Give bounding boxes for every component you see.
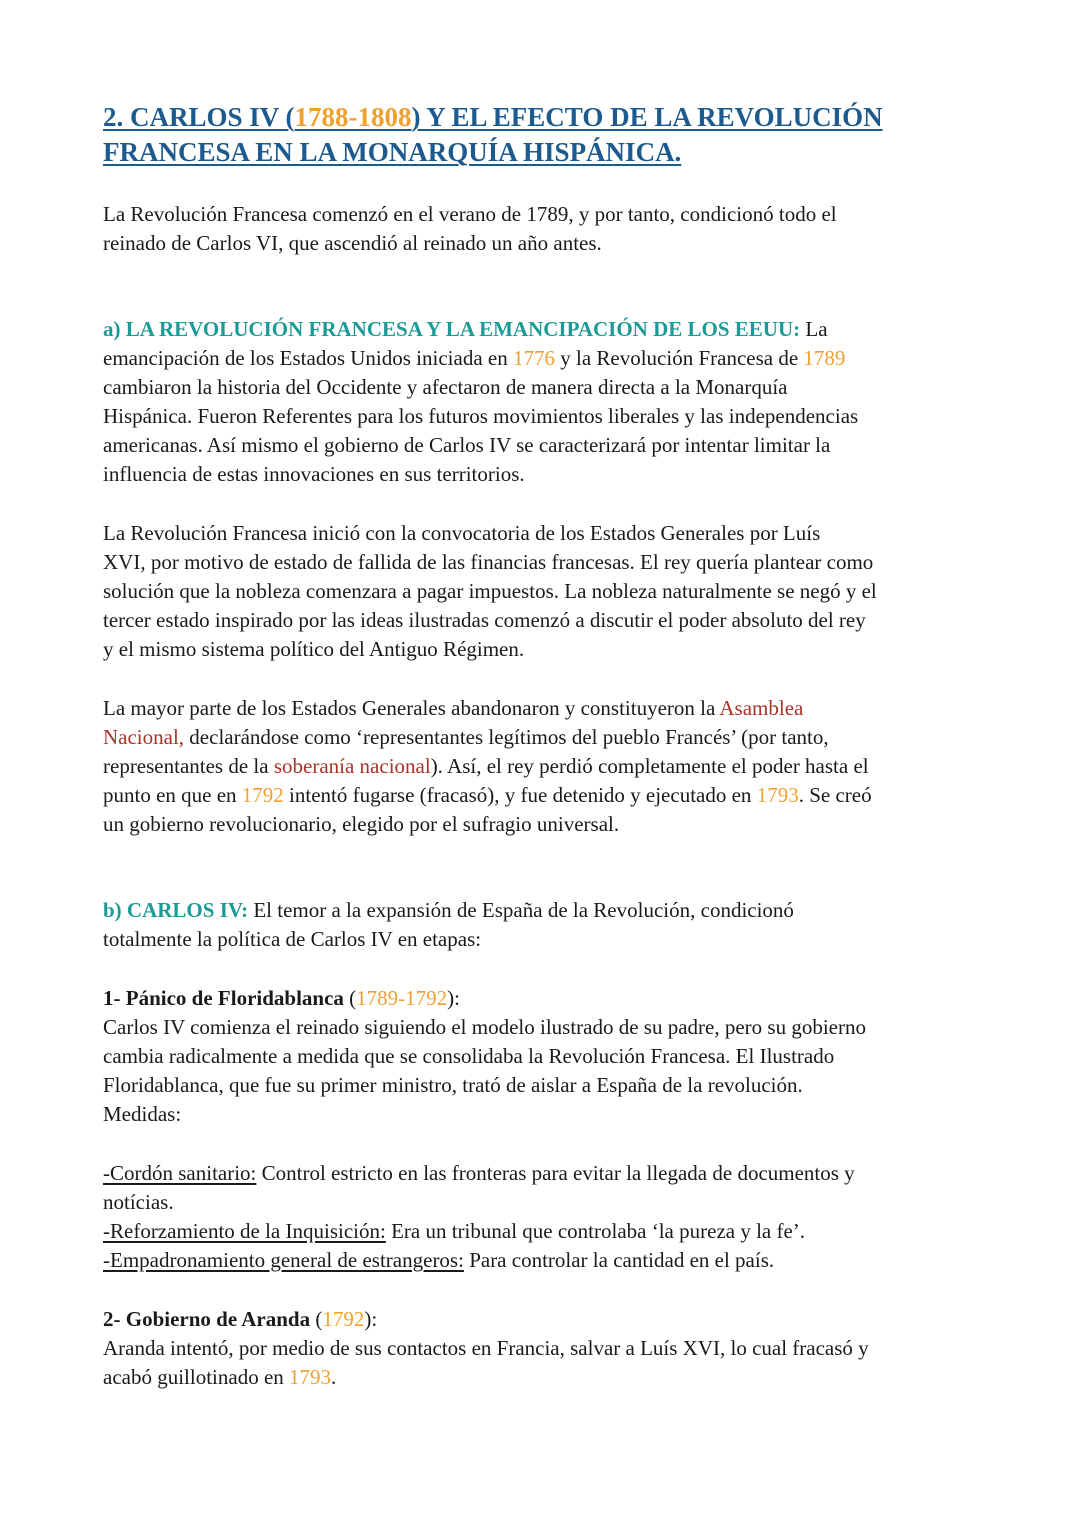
year-1793-b: 1793: [289, 1365, 332, 1389]
text-span: Carlos IV comienza el reinado siguiendo el modelo ilustrado de su padre, pero su gobierno: [103, 1015, 866, 1039]
measure-text: Para controlar la cantidad en el país.: [463, 1248, 775, 1272]
stage-2-year: 1792: [322, 1307, 365, 1331]
text-span: solución que la nobleza comenzara a pagar impuestos. La nobleza naturalmente se negó y el: [103, 579, 877, 603]
text-span: Hispánica. Fueron Referentes para los futuros movimientos liberales y las independencias: [103, 404, 859, 428]
text-span: Aranda intentó, por medio de sus contactos en Francia, salvar a Luís XVI, lo cual fracasó y: [103, 1336, 869, 1360]
stage-2-heading: 2- Gobierno de Aranda: [103, 1307, 311, 1331]
estados-generales-paragraph: [103, 519, 983, 664]
measure-term: -Cordón sanitario:: [103, 1161, 257, 1185]
text-span: La mayor parte de los Estados Generales abandonaron y constituyeron la: [103, 696, 720, 720]
document-page: [103, 100, 983, 1392]
year-1793: 1793: [756, 783, 799, 807]
intro-line: La Revolución Francesa comenzó en el verano de 1789, y por tanto, condicionó todo el: [103, 202, 837, 226]
text-span: totalmente la política de Carlos IV en etapas:: [103, 927, 482, 951]
text-span: un gobierno revolucionario, elegido por el sufragio universal.: [103, 812, 620, 836]
year-1789: 1789: [803, 346, 846, 370]
text-span: ):: [364, 1307, 378, 1331]
asamblea-paragraph: [103, 694, 983, 839]
text-span: Medidas:: [103, 1102, 182, 1126]
title-line2: FRANCESA EN LA MONARQUÍA HISPÁNICA.: [103, 137, 682, 167]
stage-1-paragraph: [103, 984, 983, 1129]
measure-term: -Empadronamiento general de estrangeros:: [103, 1248, 464, 1272]
measures-list: [103, 1159, 983, 1275]
text-span: declarándose como ‘representantes legítimos del pueblo Francés’ (por tanto,: [184, 725, 829, 749]
text-span: influencia de estas innovaciones en sus territorios.: [103, 462, 525, 486]
measure-term: -Reforzamiento de la Inquisición:: [103, 1219, 386, 1243]
text-span: . Se creó: [798, 783, 872, 807]
measure-text: Era un tribunal que controlaba ‘la pureza y la fe’.: [385, 1219, 806, 1243]
year-1792: 1792: [241, 783, 284, 807]
measure-text: Control estricto en las fronteras para evitar la llegada de documentos y: [256, 1161, 855, 1185]
text-span: tercer estado inspirado por las ideas ilustradas comenzó a discutir el poder absoluto del rey: [103, 608, 866, 632]
text-span: emancipación de los Estados Unidos iniciada en: [103, 346, 513, 370]
year-1776: 1776: [512, 346, 555, 370]
text-span: XVI, por motivo de estado de fallida de las financias francesas. El rey quería plantear como: [103, 550, 874, 574]
text-span: El temor a la expansión de España de la Revolución, condicionó: [248, 898, 794, 922]
text-span: (: [310, 1307, 323, 1331]
measure-text: notícias.: [103, 1190, 174, 1214]
term-asamblea: Asamblea: [719, 696, 804, 720]
title-years: 1788-1808: [294, 102, 412, 132]
text-span: La: [800, 317, 828, 341]
title-prefix: 2. CARLOS IV (: [103, 102, 295, 132]
text-span: cambia radicalmente a medida que se consolidaba la Revolución Francesa. El Ilustrado: [103, 1044, 835, 1068]
intro-line: reinado de Carlos VI, que ascendió al reinado un año antes.: [103, 231, 602, 255]
section-b-heading: b) CARLOS IV:: [103, 898, 249, 922]
section-a-paragraph: [103, 315, 983, 489]
text-span: (: [343, 986, 357, 1010]
intro-paragraph: [103, 200, 983, 258]
text-span: ):: [447, 986, 460, 1010]
text-span: Floridablanca, que fue su primer ministro, trató de aislar a España de la revolución.: [103, 1073, 803, 1097]
text-span: cambiaron la historia del Occidente y afectaron de manera directa a la Monarquía: [103, 375, 788, 399]
text-span: intentó fugarse (fracasó), y fue detenido y ejecutado en: [283, 783, 757, 807]
page-title: [103, 100, 983, 170]
section-b-paragraph: [103, 896, 983, 954]
text-span: y la Revolución Francesa de: [554, 346, 804, 370]
text-span: y el mismo sistema político del Antiguo Régimen.: [103, 637, 525, 661]
stage-1-heading: 1- Pánico de Floridablanca: [103, 986, 344, 1010]
section-a-heading: a) LA REVOLUCIÓN FRANCESA Y LA EMANCIPACIÓN DE LOS EEUU:: [103, 317, 801, 341]
text-span: punto en que en: [103, 783, 242, 807]
text-span: .: [331, 1365, 337, 1389]
term-nacional: Nacional,: [103, 725, 185, 749]
text-span: La Revolución Francesa inició con la convocatoria de los Estados Generales por Luís: [103, 521, 821, 545]
title-suffix: ) Y EL EFECTO DE LA REVOLUCIÓN: [411, 102, 883, 132]
stage-1-years: 1789-1792: [356, 986, 448, 1010]
stage-2-paragraph: [103, 1305, 983, 1392]
text-span: ). Así, el rey perdió completamente el poder hasta el: [430, 754, 869, 778]
text-span: americanas. Así mismo el gobierno de Carlos IV se caracterizará por intentar limitar la: [103, 433, 831, 457]
text-span: representantes de la: [103, 754, 274, 778]
text-span: acabó guillotinado en: [103, 1365, 290, 1389]
term-soberania: soberanía nacional: [273, 754, 431, 778]
